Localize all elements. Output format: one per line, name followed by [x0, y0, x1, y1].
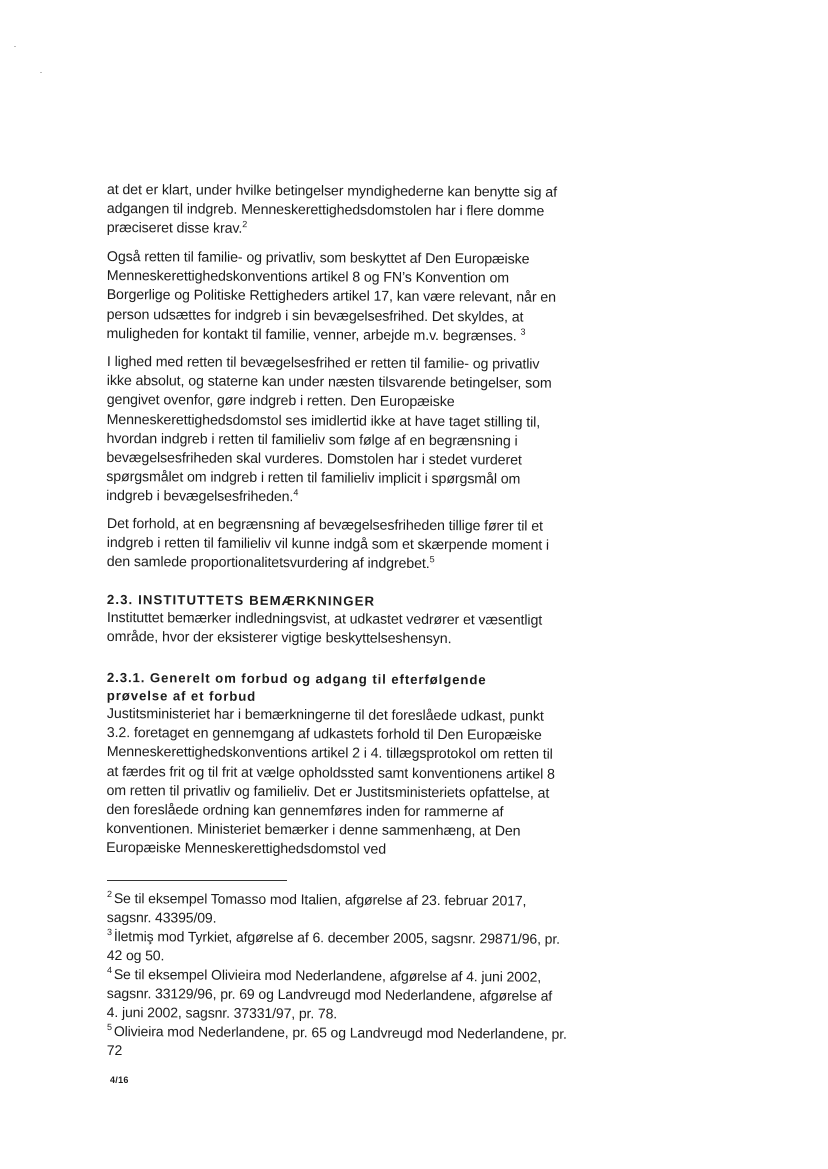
paragraph: Det forhold, at en begrænsning af bevægelsesfriheden tillige fører til et indgreb i retten til familieliv vil kunne indgå som et skærpende moment i den samlede proportionalitetsvurdering af indgrebet.$^5$ — [106, 516, 550, 573]
footnote: $^5$ Olivieira mod Nederlandene, pr. 65 og Landvreugd mod Nederlandene, pr. 72 — [106, 1022, 567, 1059]
paragraph: Instituttet bemærker indledningsvist, at udkastet vedrører et væsentligt område, hvor der eksisterer vigtige beskyttelseshensyn. — [106, 609, 543, 648]
scan-speck — [14, 46, 16, 47]
page-number: 4/16 — [110, 1075, 129, 1085]
scan-speck — [40, 72, 42, 73]
paragraph: Også retten til familie- og privatliv, som beskyttet af Den Europæiske Menneskerettighedskonventions artikel 8 og FN’s Konvention om Borgerlige og Politiske Rettigheders artikel 17, kan være relevant, når en person udsættes for indgreb i sin bevægelsesfrihed. Det skyldes, at muligheden for kontakt til familie, venner, arbejde m.v. begrænses. $^3$ — [106, 248, 556, 344]
section-heading: 2.3. INSTITUTTETS BEMÆRKNINGER — [106, 591, 376, 609]
paragraph: I lighed med retten til bevægelsesfrihed er retten til familie- og privatliv ikke absolut, og staterne kan under næsten tilsvarende betingelser, som gengivet ovenfor, gøre indgreb i retten. Den Europæiske Menneskerettighedsdomstol ses imidlertid ikke at have taget stilling til, hvordan indgreb i retten til familieliv som følge af en begrænsning i bevægelsesfriheden skal vurderes. Domstolen har i stedet vurderet spørgsmålet om indgreb i retten til familieliv implicit i spørgsmål om indgreb i bevægelsesfriheden.$^4$ — [106, 353, 552, 506]
paragraph: Justitsministeriet har i bemærkningerne til det foreslåede udkast, punkt 3.2. foretaget en gennemgang af udkastets forhold til Den Europæiske Menneskerettighedskonventions artikel 2 i 4. tillægsprotokol om retten til at færdes frit og til frit at vælge opholdssted samt konventionens artikel 8 om retten til privatliv og familieliv. Det er Justitsministeriets opfattelse, at den foreslåede ordning kan gennemføres inden for rammerne af konventionen. Ministeriet bemærker i denne sammenhæng, at Den Europæiske Menneskerettighedsdomstol ved — [106, 706, 555, 859]
footnote: $^2$ Se til eksempel Tomasso mod Italien, afgørelse af 23. februar 2017, sagsnr. 43395/09. — [106, 889, 527, 926]
footnote: $^4$ Se til eksempel Olivieira mod Nederlandene, afgørelse af 4. juni 2002, sagsnr. 33129/96, pr. 69 og Landvreugd mod Nederlandene, afgørelse af 4. juni 2002, sagsnr. 37331/97, pr. 78. — [106, 965, 553, 1022]
footnote-ref: 4 — [293, 487, 299, 498]
footnote-ref: 2 — [242, 219, 248, 230]
footnote-ref: 5 — [429, 554, 435, 565]
footnote: $^3$ İletmiş mod Tyrkiet, afgørelse af 6. december 2005, sagsnr. 29871/96, pr. 42 og 50. — [106, 927, 561, 964]
footnote-separator — [107, 880, 287, 881]
footnotes — [107, 889, 567, 1060]
paragraph: at det er klart, under hvilke betingelser myndighederne kan benytte sig af adgangen til indgreb. Menneskerettighedsdomstolen har i flere domme præciseret disse krav.$^2$ — [106, 181, 558, 238]
body-text — [107, 181, 567, 868]
subsection-heading: 2.3.1. Generelt om forbud og adgang til efterfølgende prøvelse af et forbud — [106, 670, 487, 705]
footnote-ref: 3 — [520, 326, 526, 337]
